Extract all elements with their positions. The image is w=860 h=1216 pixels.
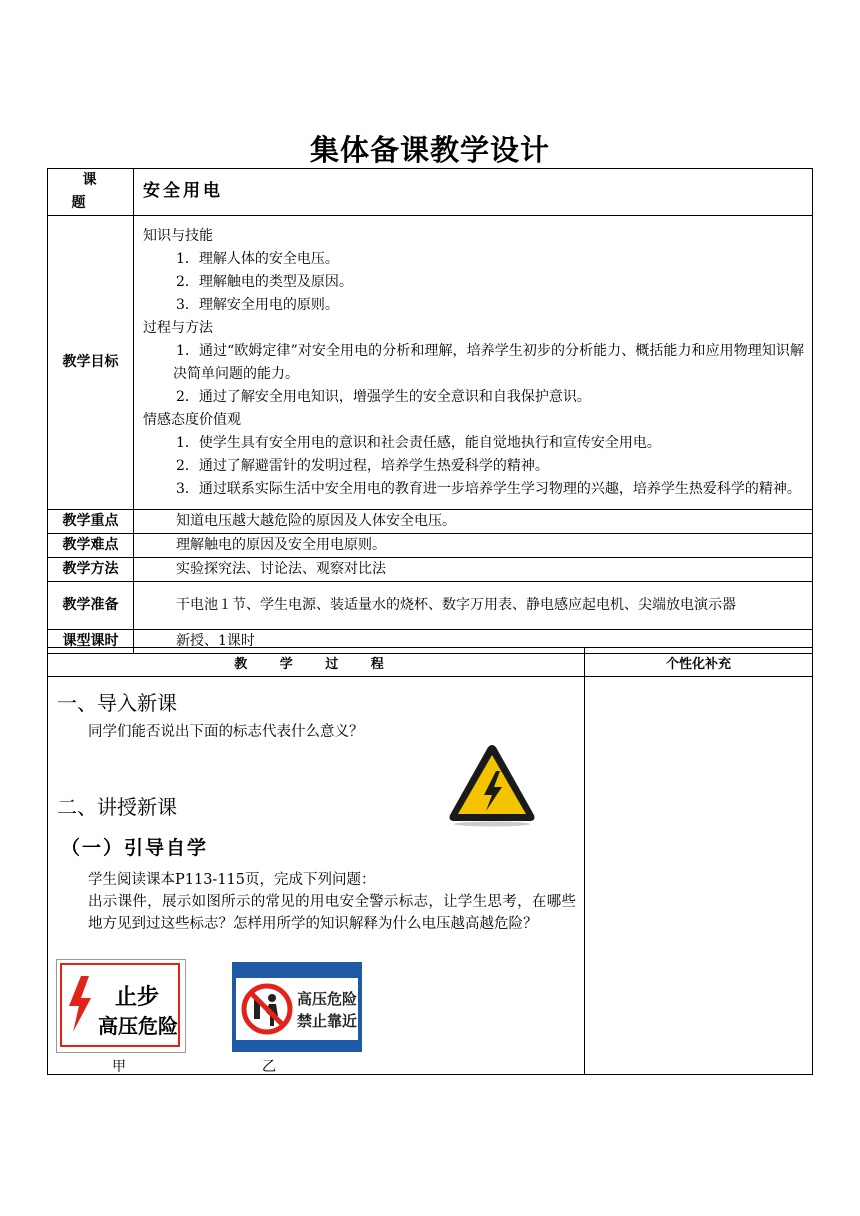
value-preparation: 干电池１节、学生电源、装适量水的烧杯、数字万用表、静电感应起电机、尖端放电演示器 (134, 582, 813, 630)
row-difficulties (48, 534, 813, 558)
row-methods (48, 558, 813, 582)
caption-yi: 乙 (262, 1059, 276, 1075)
header-process: 教 学 过 程 (48, 648, 585, 677)
value-class-hours: 新授、1课时 (134, 630, 813, 654)
subsection-self-study-title: （一）引导自学 (61, 837, 209, 859)
section-intro-text: 同学们能否说出下面的标志代表什么意义？ (88, 724, 364, 740)
process-item: 1．通过“欧姆定律”对安全用电的分析和理解，培养学生初步的分析能力、概括能力和应用物理知识解决简单问题的能力。 (173, 342, 804, 382)
label-topic: 课题 (48, 169, 134, 216)
sign-jia (56, 959, 186, 1053)
page-title: 集体备课教学设计 (309, 133, 550, 167)
emotion-item: 2．通过了解避雷针的发明过程，培养学生热爱科学的精神。 (176, 457, 549, 474)
knowledge-item: 2．理解触电的类型及原因。 (176, 273, 353, 290)
sign-yi (232, 962, 362, 1052)
sign-jia-line2: 高压危险 (98, 1014, 178, 1038)
process-content (48, 677, 585, 1075)
sign-yi-line1: 高压危险 (296, 990, 357, 1008)
self-study-text: 学生阅读课本P113-115页，完成下列问题： 出示课件，展示如图所示的常见的用电安全警示标志，让学生思考，在哪些地方见到过这些标志？怎样用所学的知识解释为什么电压越高越危险？ (88, 872, 576, 932)
emotion-item: 1．使学生具有安全用电的意识和社会责任感，能自觉地执行和宣传安全用电。 (176, 434, 661, 451)
label-preparation: 教学准备 (48, 582, 134, 630)
lesson-info-table (47, 168, 813, 654)
row-key-points (48, 510, 813, 534)
value-difficulties: 理解触电的原因及安全用电原则。 (134, 534, 813, 558)
label-methods: 教学方法 (48, 558, 134, 582)
row-preparation (48, 582, 813, 630)
section-lecture-title: 二、讲授新课 (57, 795, 177, 819)
knowledge-heading: 知识与技能 (143, 227, 213, 244)
process-heading: 过程与方法 (143, 319, 213, 336)
label-difficulties: 教学难点 (48, 534, 134, 558)
label-goals: 教学目标 (48, 216, 134, 510)
emotion-item: 3．通过联系实际生活中安全用电的教育进一步培养学生学习物理的兴趣，培养学生热爱科学的精神。 (176, 480, 801, 497)
sign-yi-line2: 禁止靠近 (296, 1012, 357, 1030)
process-item: 2．通过了解安全用电知识，增强学生的安全意识和自我保护意识。 (176, 388, 591, 405)
teaching-process-table (47, 647, 813, 1075)
row-goals (48, 216, 813, 510)
supplement-content (585, 677, 813, 1075)
header-supplement: 个性化补充 (585, 648, 813, 677)
value-goals (134, 216, 813, 510)
knowledge-item: 3．理解安全用电的原则。 (176, 296, 339, 313)
section-intro-title: 一、导入新课 (57, 691, 177, 715)
value-methods: 实验探究法、讨论法、观察对比法 (134, 558, 813, 582)
sign-jia-line1: 止步 (114, 985, 159, 1010)
row-topic (48, 169, 813, 216)
value-key-points: 知道电压越大越危险的原因及人体安全电压。 (134, 510, 813, 534)
lightning-bolt-icon (67, 976, 93, 1032)
prohibited-icon (240, 982, 294, 1036)
label-class-hours: 课型课时 (48, 630, 134, 654)
high-voltage-warning-icon (446, 741, 538, 827)
label-key-points: 教学重点 (48, 510, 134, 534)
emotion-heading: 情感态度价值观 (143, 411, 241, 428)
caption-jia: 甲 (112, 1059, 126, 1075)
value-topic: 安全用电 (134, 169, 813, 216)
knowledge-item: 1．理解人体的安全电压。 (176, 250, 339, 267)
